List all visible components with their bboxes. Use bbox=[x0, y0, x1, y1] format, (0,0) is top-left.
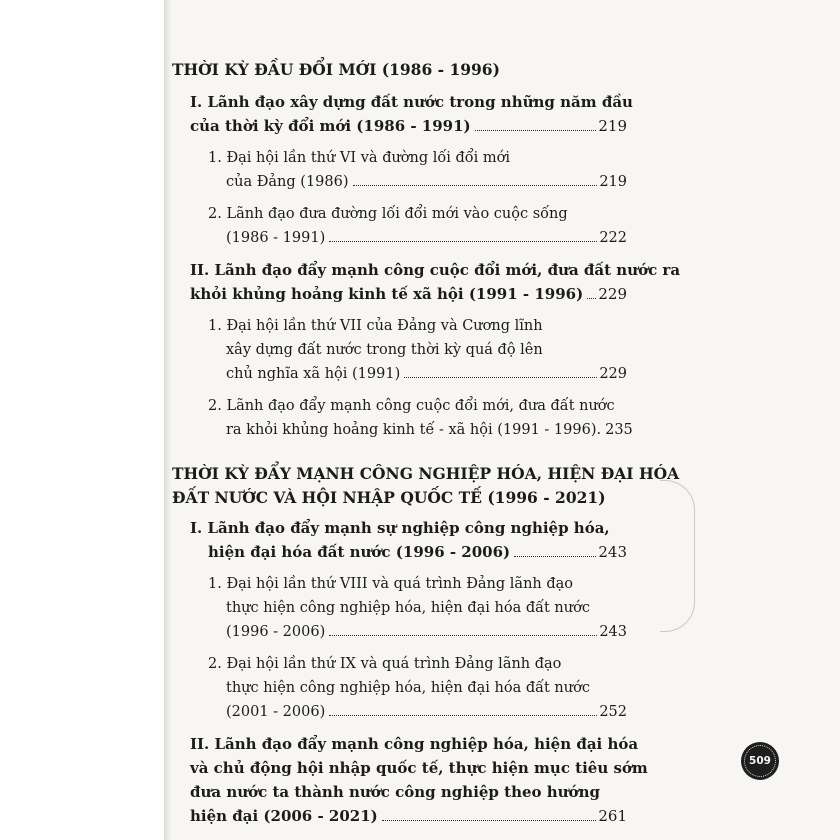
page-number: 261 bbox=[598, 807, 627, 825]
toc-entry[interactable] bbox=[172, 202, 627, 250]
page-number: 219 bbox=[598, 117, 627, 135]
entry-line: I. Lãnh đạo đẩy mạnh sự nghiệp công nghiệp hóa, bbox=[190, 519, 610, 537]
dot-leader bbox=[475, 130, 597, 131]
entry-line: thực hiện công nghiệp hóa, hiện đại hóa đất nước bbox=[226, 600, 590, 616]
entry-line: của Đảng (1986) bbox=[226, 174, 349, 190]
section-title-2 bbox=[172, 462, 680, 510]
toc-entry[interactable] bbox=[172, 146, 627, 194]
entry-line: (1986 - 1991) bbox=[226, 230, 326, 246]
entry-line: 1. Đại hội lần thứ VII của Đảng và Cương lĩnh bbox=[208, 318, 543, 334]
section-title-line: ĐẤT NƯỚC VÀ HỘI NHẬP QUỐC TẾ (1996 - 2021) bbox=[172, 488, 606, 507]
entry-line: 2. Lãnh đạo đẩy mạnh công cuộc đổi mới, đưa đất nước bbox=[208, 398, 615, 414]
dot-leader bbox=[329, 635, 597, 636]
entry-line: xây dựng đất nước trong thời kỳ quá độ lên bbox=[226, 342, 543, 358]
entry-line: 2. Lãnh đạo đưa đường lối đổi mới vào cuộc sống bbox=[208, 206, 568, 222]
table-of-contents bbox=[172, 58, 681, 836]
entry-line: ra khỏi khủng hoảng kinh tế - xã hội (1991 - 1996). bbox=[226, 422, 602, 438]
page-number: 229 bbox=[599, 366, 627, 382]
dot-leader bbox=[353, 185, 598, 186]
entry-line: thực hiện công nghiệp hóa, hiện đại hóa đất nước bbox=[226, 680, 590, 696]
entry-line: (1996 - 2006) bbox=[226, 624, 326, 640]
entry-line: và chủ động hội nhập quốc tế, thực hiện mục tiêu sớm bbox=[190, 759, 648, 777]
page-number: 243 bbox=[598, 543, 627, 561]
toc-entry[interactable] bbox=[172, 258, 681, 306]
entry-line: 1. Đại hội lần thứ VI và đường lối đổi mới bbox=[208, 150, 511, 166]
dot-leader bbox=[587, 298, 596, 299]
page-number: 219 bbox=[599, 174, 627, 190]
page-edge-curl bbox=[660, 480, 695, 632]
entry-line: của thời kỳ đổi mới (1986 - 1991) bbox=[190, 117, 471, 135]
dot-leader bbox=[404, 377, 597, 378]
page-number-badge bbox=[741, 742, 779, 780]
dot-leader bbox=[514, 556, 596, 557]
entry-line: II. Lãnh đạo đẩy mạnh công nghiệp hóa, hiện đại hóa bbox=[190, 735, 639, 753]
entry-line: hiện đại (2006 - 2021) bbox=[190, 807, 378, 825]
page-number: 229 bbox=[598, 285, 627, 303]
entry-line: 1. Đại hội lần thứ VIII và quá trình Đảng lãnh đạo bbox=[208, 576, 574, 592]
entry-line: II. Lãnh đạo đẩy mạnh công cuộc đổi mới, đưa đất nước ra bbox=[190, 261, 681, 279]
page-number: 235 bbox=[605, 422, 633, 438]
toc-entry[interactable] bbox=[172, 652, 627, 724]
entry-line: 2. Đại hội lần thứ IX và quá trình Đảng lãnh đạo bbox=[208, 656, 562, 672]
section-title-line: THỜI KỲ ĐẨY MẠNH CÔNG NGHIỆP HÓA, HIỆN ĐẠI HÓA bbox=[172, 464, 680, 483]
dot-leader bbox=[329, 241, 597, 242]
entry-line: khỏi khủng hoảng kinh tế xã hội (1991 - 1996) bbox=[190, 285, 584, 303]
section-title-1: THỜI KỲ ĐẦU ĐỔI MỚI (1986 - 1996) bbox=[172, 60, 500, 79]
toc-entry[interactable] bbox=[172, 572, 627, 644]
toc-entry[interactable] bbox=[172, 732, 648, 828]
page-number-text: 509 bbox=[744, 745, 776, 777]
dot-leader bbox=[329, 715, 597, 716]
page-number: 243 bbox=[599, 624, 627, 640]
entry-line: chủ nghĩa xã hội (1991) bbox=[226, 366, 401, 382]
page-number: 222 bbox=[599, 230, 627, 246]
dot-leader bbox=[382, 820, 597, 821]
page-number: 252 bbox=[599, 704, 627, 720]
toc-entry[interactable] bbox=[172, 516, 627, 564]
toc-entry[interactable] bbox=[172, 314, 627, 386]
entry-line: (2001 - 2006) bbox=[226, 704, 326, 720]
entry-line: hiện đại hóa đất nước (1996 - 2006) bbox=[208, 543, 511, 561]
toc-entry[interactable] bbox=[172, 394, 633, 442]
entry-line: I. Lãnh đạo xây dựng đất nước trong những năm đầu bbox=[190, 93, 633, 111]
entry-line: đưa nước ta thành nước công nghiệp theo hướng bbox=[190, 783, 600, 801]
page-gutter-shadow bbox=[164, 0, 172, 840]
toc-entry[interactable] bbox=[172, 90, 633, 138]
